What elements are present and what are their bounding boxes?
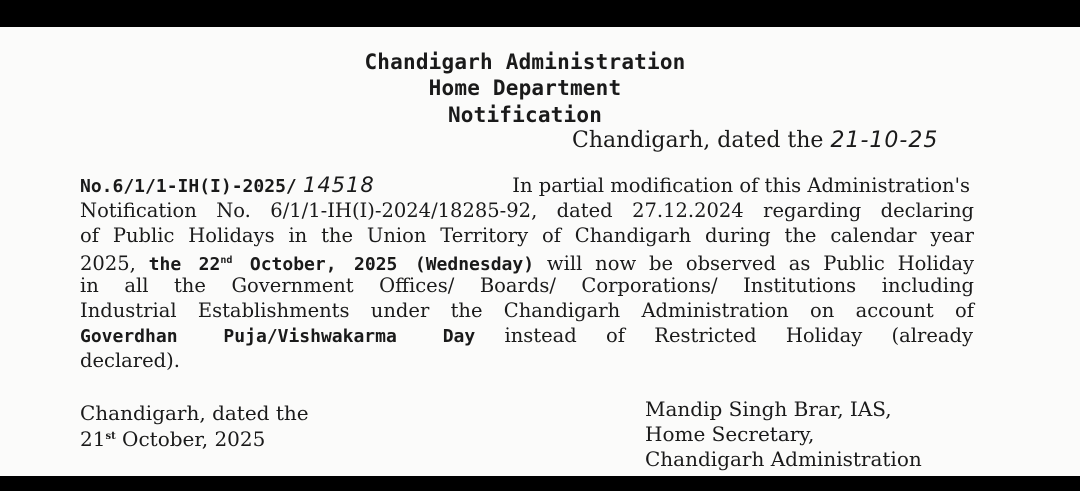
body-line-6: Industrial Establishments under the Chandigarh Administration on account of bbox=[80, 299, 974, 322]
body-line-5: in all the Government Offices/ Boards/ Corporations/ Institutions including bbox=[80, 274, 974, 297]
signatory-block bbox=[645, 397, 922, 472]
body-line-2: Notification No. 6/1/1-IH(I)-2024/18285-92, dated 27.12.2024 regarding declaring bbox=[80, 199, 974, 222]
occasion-name: Goverdhan Puja/Vishwakarma Day bbox=[80, 326, 476, 347]
body-line-4-year: 2025, bbox=[80, 252, 136, 275]
issue-place: Chandigarh, dated the bbox=[80, 401, 309, 425]
body-line-3: of Public Holidays in the Union Territory of Chandigarh during the calendar year bbox=[80, 224, 974, 247]
dateline bbox=[572, 128, 938, 153]
body-line-4-text: will now be observed as Public Holiday bbox=[546, 252, 974, 275]
issue-date: 21st October, 2025 bbox=[80, 427, 266, 451]
department-heading: Home Department bbox=[428, 76, 622, 100]
body-line-7 bbox=[80, 323, 973, 349]
org-heading: Chandigarh Administration bbox=[364, 50, 686, 74]
notification-page bbox=[0, 27, 1080, 476]
issue-place-date bbox=[80, 401, 309, 451]
dateline-prefix: Chandigarh, dated the bbox=[572, 128, 824, 153]
reference-number: No.6/1/1-IH(I)-2025/ bbox=[80, 176, 297, 197]
document-type-heading: Notification bbox=[447, 103, 603, 127]
handwritten-date: 21-10-25 bbox=[830, 128, 939, 153]
signatory-office: Chandigarh Administration bbox=[645, 447, 922, 471]
body-line-8: declared). bbox=[80, 349, 180, 372]
signatory-designation: Home Secretary, bbox=[645, 422, 815, 446]
body-line-1-text: In partial modification of this Administration's bbox=[512, 174, 970, 197]
signatory-name: Mandip Singh Brar, IAS, bbox=[645, 397, 892, 421]
holiday-date: the 22nd October, 2025 (Wednesday) bbox=[148, 254, 535, 275]
body-line-1 bbox=[80, 173, 970, 199]
handwritten-reference: 14518 bbox=[302, 173, 375, 197]
body-line-7-text: instead of Restricted Holiday (already bbox=[504, 324, 973, 347]
